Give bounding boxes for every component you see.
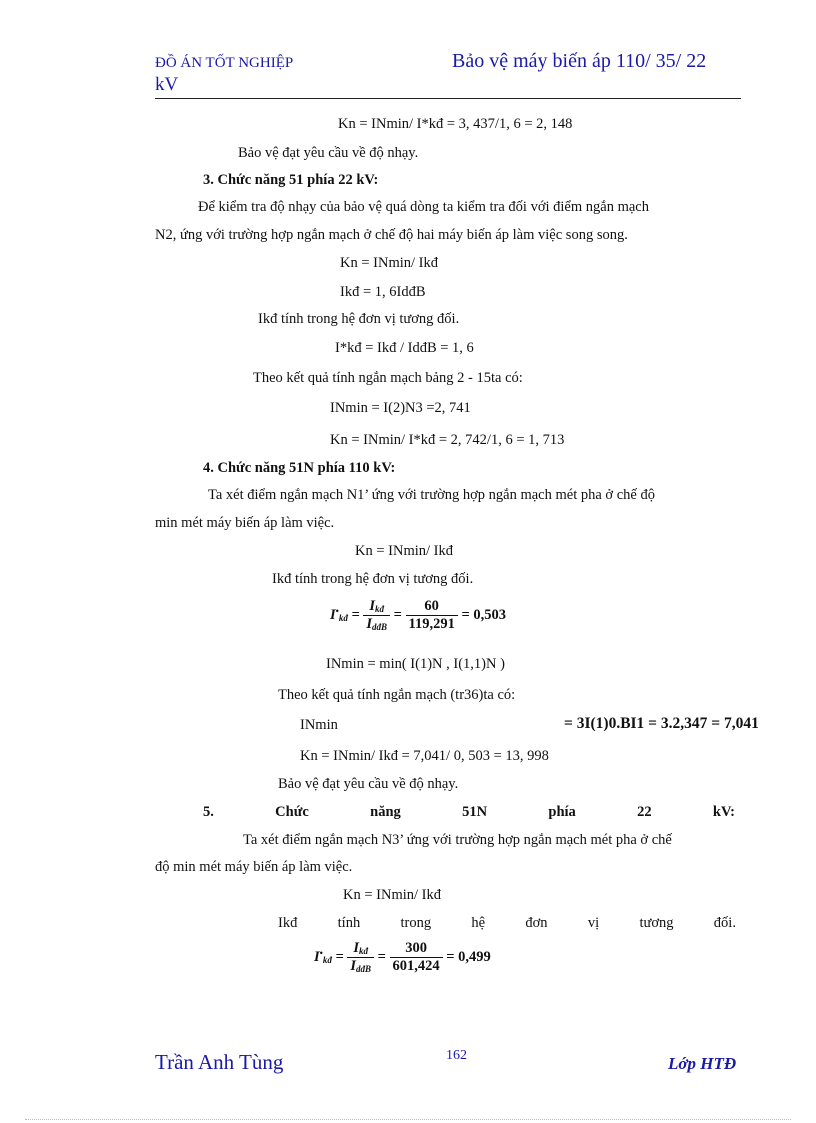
- footer-class: Lớp HTĐ: [668, 1054, 737, 1073]
- para-3-line2: N2, ứng với trường hợp ngắn mạch ở chế độ hai máy biến áp làm việc song song.: [155, 227, 628, 243]
- formula-kn-4b: Kn = INmin/ Ikđ = 7,041/ 0, 503 = 13, 998: [300, 748, 549, 764]
- formula-inmin-4-label: INmin: [300, 717, 338, 733]
- formula-kn-5: Kn = INmin/ Ikđ: [343, 887, 441, 903]
- bottom-dotted-rule: [25, 1119, 791, 1120]
- formula-kn-3: Kn = INmin/ Ikđ: [340, 255, 438, 271]
- text-relative-4: Ikđ tính trong hệ đơn vị tương đối.: [272, 571, 474, 587]
- fraction-5-result: = 0,499: [446, 948, 491, 965]
- fraction-5-numerator: 300: [390, 940, 443, 958]
- formula-inmin-3: INmin = I(2)N3 =2, 741: [330, 400, 471, 416]
- fraction-4-denominator: 119,291: [408, 616, 455, 632]
- text-relative-5: Ikđ tính trong hệ đơn vị tương đối.: [278, 915, 736, 931]
- text-result-3: Theo kết quả tính ngắn mạch bảng 2 - 15ta có:: [253, 370, 523, 386]
- formula-ikd-3: Ikđ = 1, 6IdđB: [340, 284, 426, 300]
- text-relative-3: Ikđ tính trong hệ đơn vị tương đối.: [258, 311, 460, 327]
- section-4-heading: 4. Chức năng 51N phía 110 kV:: [203, 460, 396, 476]
- para-4-line2: min mét máy biến áp làm việc.: [155, 515, 335, 531]
- para-5-line2: độ min mét máy biến áp làm việc.: [155, 859, 353, 875]
- footer-author: Trần Anh Tùng: [155, 1050, 284, 1074]
- formula-kn-4: Kn = INmin/ Ikđ: [355, 543, 453, 559]
- para-5-line1: Ta xét điểm ngắn mạch N3’ ứng với trường hợp ngắn mạch mét pha ở chế: [243, 832, 672, 848]
- formula-ikd-star-3: I*kđ = Ikđ / IdđB = 1, 6: [335, 340, 474, 356]
- formula-kn-3b: Kn = INmin/ I*kđ = 2, 742/1, 6 = 1, 713: [330, 432, 565, 448]
- header-kv: kV: [155, 74, 179, 95]
- page-number: 162: [446, 1048, 467, 1063]
- fraction-ikd-4: $I^•_{kđ}$ = $\frac{I_{kđ}}{I_{dđB}}$ = $\frac{60}{119,291}$ = 0,503: [330, 598, 506, 632]
- formula-kn-1: Kn = INmin/ I*kđ = 3, 437/1, 6 = 2, 148: [338, 116, 573, 132]
- section-5-heading: 5. Chức năng 51N phía 22 kV:: [203, 804, 735, 820]
- para-4-line1: Ta xét điểm ngắn mạch N1’ ứng với trường hợp ngắn mạch mét pha ở chế độ: [208, 487, 655, 503]
- header-title: Bảo vệ máy biến áp 110/ 35/ 22: [452, 50, 707, 72]
- formula-inmin-4-value: = 3I(1)0.BI1 = 3.2,347 = 7,041: [564, 715, 759, 732]
- text-satisfied-4: Bảo vệ đạt yêu cầu về độ nhạy.: [278, 776, 459, 792]
- fraction-5-denominator: 601,424: [392, 958, 440, 974]
- header-left: ĐỒ ÁN TỐT NGHIỆP: [155, 55, 294, 71]
- fraction-ikd-5: $I^•_{kđ}$ = $\frac{I_{kđ}}{I_{dđB}}$ = $\frac{300}{601,424}$ = 0,499: [314, 940, 491, 974]
- formula-inmin-min: INmin = min( I(1)N , I(1,1)N ): [326, 656, 505, 672]
- section-3-heading: 3. Chức năng 51 phía 22 kV:: [203, 172, 379, 188]
- fraction-4-result: = 0,503: [461, 606, 506, 623]
- header-rule: [155, 98, 741, 99]
- fraction-4-numerator: 60: [406, 598, 458, 616]
- para-3-line1: Để kiểm tra độ nhạy của bảo vệ quá dòng ta kiểm tra đối với điểm ngắn mạch: [198, 199, 649, 215]
- text-result-4: Theo kết quả tính ngắn mạch (tr36)ta có:: [278, 687, 516, 703]
- text-satisfied-1: Bảo vệ đạt yêu cầu về độ nhạy.: [238, 145, 419, 161]
